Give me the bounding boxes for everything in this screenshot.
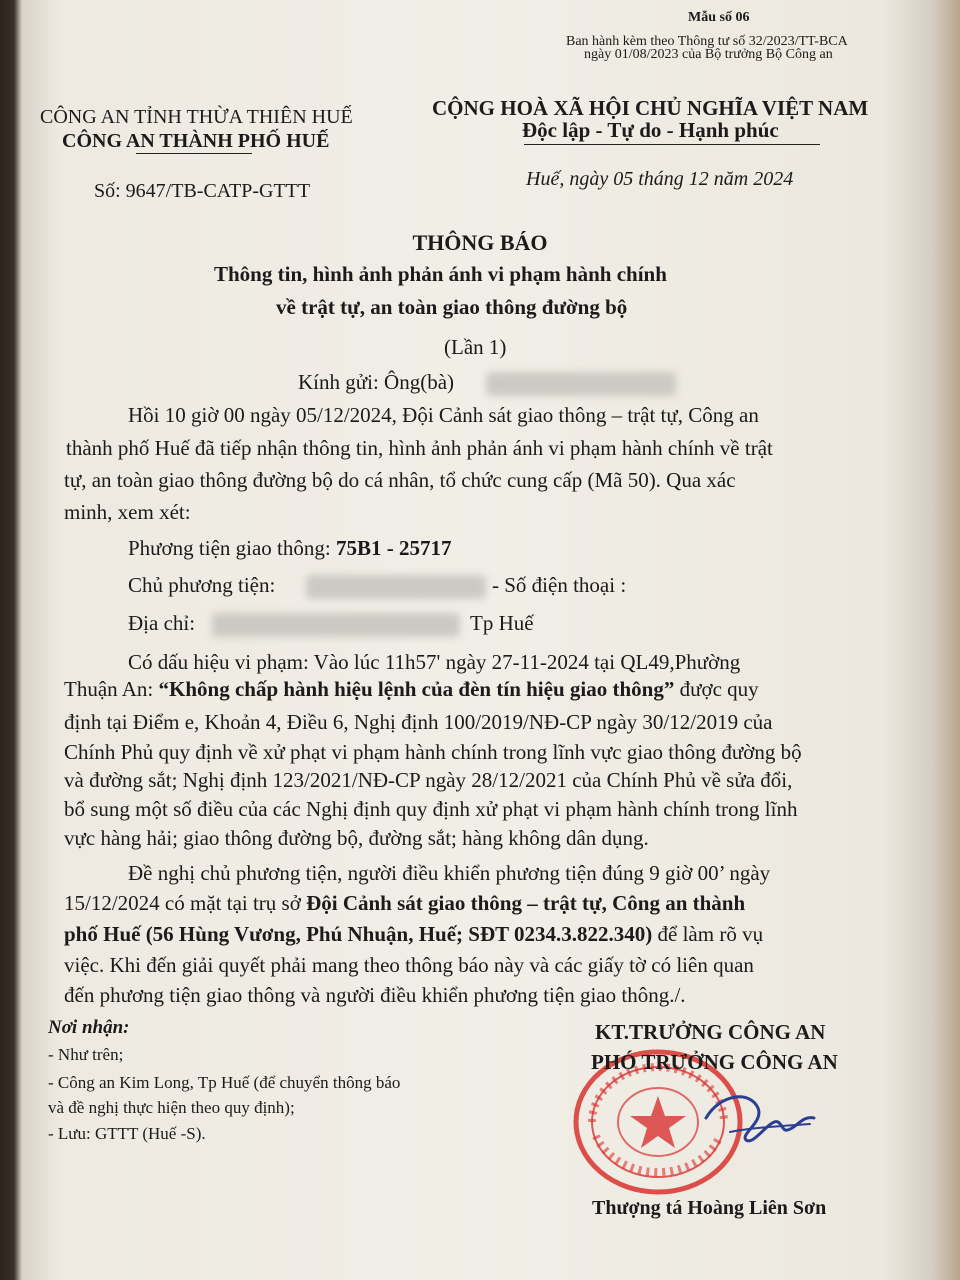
redacted-recipient-name bbox=[486, 372, 676, 396]
form-issued-line-1: Ban hành kèm theo Thông tư số 32/2023/TT-BCA bbox=[566, 34, 848, 49]
paragraph-1-line: minh, xem xét: bbox=[64, 500, 191, 524]
violation-location: Thuận An: bbox=[64, 677, 159, 701]
address-label: Địa chỉ: bbox=[128, 611, 196, 635]
form-issued-line-2: ngày 01/08/2023 của Bộ trưởng Bộ Công an bbox=[584, 47, 833, 62]
notice-count: (Lần 1) bbox=[444, 335, 507, 359]
agency-parent: CÔNG AN TỈNH THỪA THIÊN HUẾ bbox=[40, 106, 353, 128]
signature-title-1: KT.TRƯỞNG CÔNG AN bbox=[595, 1020, 826, 1044]
document-subtitle-1: Thông tin, hình ảnh phản ánh vi phạm hành chính bbox=[214, 262, 667, 286]
nation-title: CỘNG HOÀ XÃ HỘI CHỦ NGHĨA VIỆT NAM bbox=[432, 96, 869, 120]
document-subtitle-2: về trật tự, an toàn giao thông đường bộ bbox=[276, 295, 628, 319]
recipients-item: - Công an Kim Long, Tp Huế (để chuyển thông báo bbox=[48, 1073, 401, 1092]
request-date: 15/12/2024 có mặt tại trụ sở bbox=[64, 891, 307, 915]
redacted-owner-name bbox=[306, 575, 486, 599]
form-number: Mẫu số 06 bbox=[688, 10, 750, 25]
request-line: việc. Khi đến giải quyết phải mang theo thông báo này và các giấy tờ có liên quan bbox=[64, 953, 754, 977]
document-number: Số: 9647/TB-CATP-GTTT bbox=[94, 180, 311, 202]
request-office-address: phố Huế (56 Hùng Vương, Phú Nhuận, Huế; SĐT 0234.3.822.340) bbox=[64, 922, 653, 946]
violation-line bbox=[64, 677, 759, 702]
signer-name: Thượng tá Hoàng Liên Sơn bbox=[592, 1197, 827, 1219]
request-line bbox=[64, 922, 763, 947]
request-line bbox=[64, 891, 745, 916]
request-office: Đội Cảnh sát giao thông – trật tự, Công an thành bbox=[306, 891, 746, 915]
address-city: Tp Huế bbox=[470, 611, 534, 635]
date-line: Huế, ngày 05 tháng 12 năm 2024 bbox=[526, 168, 794, 190]
phone-label: - Số điện thoại : bbox=[492, 573, 627, 597]
recipients-heading: Nơi nhận: bbox=[48, 1017, 130, 1038]
violation-line: vực hàng hải; giao thông đường bộ, đường sắt; hàng không dân dụng. bbox=[64, 826, 649, 850]
request-line-tail: để làm rõ vụ bbox=[652, 922, 764, 946]
signature-icon bbox=[700, 1088, 820, 1148]
signature-title-2: PHÓ TRƯỞNG CÔNG AN bbox=[591, 1050, 838, 1074]
violation-line: Chính Phủ quy định về xử phạt vi phạm hành chính trong lĩnh vực giao thông đường bộ bbox=[64, 740, 802, 764]
agency-name: CÔNG AN THÀNH PHỐ HUẾ bbox=[62, 130, 330, 152]
vehicle-plate: 75B1 - 25717 bbox=[335, 536, 452, 560]
recipients-item: - Như trên; bbox=[48, 1045, 124, 1064]
vehicle-row bbox=[128, 536, 451, 561]
request-line: Đề nghị chủ phương tiện, người điều khiển phương tiện đúng 9 giờ 00’ ngày bbox=[128, 861, 771, 885]
document-title: THÔNG BÁO bbox=[412, 230, 548, 255]
violation-line: Có dấu hiệu vi phạm: Vào lúc 11h57' ngày 27-11-2024 tại QL49,Phường bbox=[128, 650, 741, 674]
paragraph-1-line: thành phố Huế đã tiếp nhận thông tin, hình ảnh phản ánh vi phạm hành chính về trật bbox=[66, 436, 773, 460]
motto-underline bbox=[524, 144, 820, 145]
violation-line-tail: được quy bbox=[674, 677, 759, 701]
motto: Độc lập - Tự do - Hạnh phúc bbox=[522, 118, 779, 142]
agency-underline bbox=[136, 153, 252, 154]
paragraph-1-line: tự, an toàn giao thông đường bộ do cá nhân, tổ chức cung cấp (Mã 50). Qua xác bbox=[64, 468, 736, 492]
recipients-item: - Lưu: GTTT (Huế -S). bbox=[48, 1124, 206, 1143]
recipients-item: và đề nghị thực hiện theo quy định); bbox=[48, 1098, 295, 1117]
request-line: đến phương tiện giao thông và người điều khiển phương tiện giao thông./. bbox=[64, 983, 686, 1007]
violation-line: bổ sung một số điều của các Nghị định quy định xử phạt vi phạm hành chính trong lĩnh bbox=[64, 797, 798, 821]
violation-line: và đường sắt; Nghị định 123/2021/NĐ-CP ngày 28/12/2021 của Chính Phủ về sửa đổi, bbox=[64, 768, 793, 792]
redacted-address bbox=[212, 613, 460, 637]
recipient-label: Kính gửi: Ông(bà) bbox=[298, 370, 455, 394]
owner-label: Chủ phương tiện: bbox=[128, 573, 276, 597]
paragraph-1-line: Hồi 10 giờ 00 ngày 05/12/2024, Đội Cảnh sát giao thông – trật tự, Công an bbox=[128, 403, 759, 427]
vehicle-label: Phương tiện giao thông: bbox=[128, 536, 331, 560]
violation-description: “Không chấp hành hiệu lệnh của đèn tín hiệu giao thông” bbox=[158, 677, 675, 701]
violation-line: định tại Điểm e, Khoản 4, Điều 6, Nghị định 100/2019/NĐ-CP ngày 30/12/2019 của bbox=[64, 710, 773, 734]
